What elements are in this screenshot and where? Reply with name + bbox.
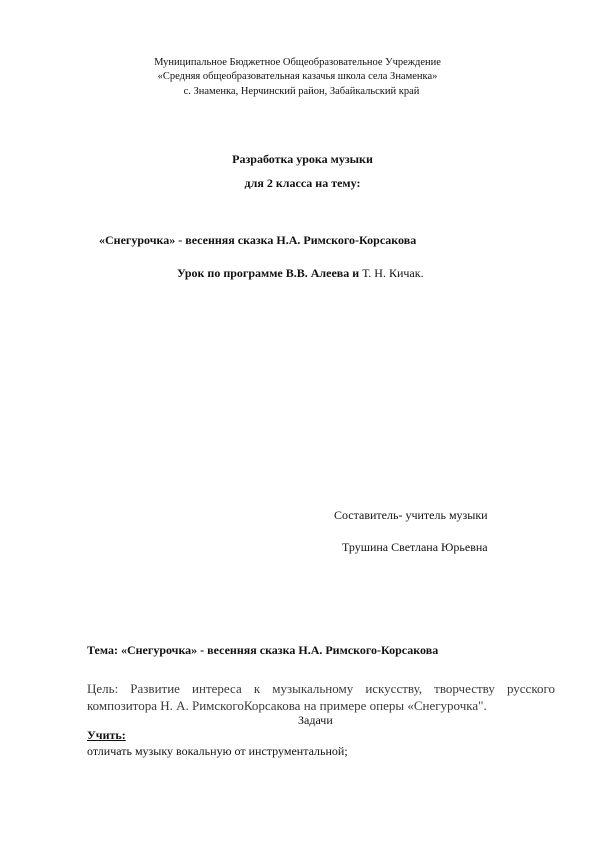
document-subtitle: для 2 класса на тему: [244,176,361,190]
lesson-topic: «Снегурочка» - весенняя сказка Н.А. Римского-Корсакова [99,233,417,247]
program-label: Урок по программе В.В. Алеева и [177,266,363,280]
program-author: Т. Н. Кичак. [362,266,424,280]
author-name: Трушина Светлана Юрьевна [342,540,488,554]
theme-line: Тема: «Снегурочка» - весенняя сказка Н.А. Римского-Корсакова [87,643,439,657]
document-title: Разработка урока музыки [232,152,373,166]
school-address-line: с. Знаменка, Нерчинский район, Забайкальский край [183,86,420,97]
goal-paragraph: Цель: Развитие интереса к музыкальному искусству, творчеству русского композитора Н. А. РимскогоКорсакова на примере оперы «Снегурочка". [87,681,555,713]
school-full-name-line: «Средняя общеобразовательная казачья школа села Знаменка» [157,71,438,82]
tasks-heading: Задачи [298,713,333,727]
author-role: Составитель- учитель музыки [334,508,488,522]
school-name-line: Муниципальное Бюджетное Общеобразовательное Учреждение [154,57,441,68]
program-line [177,266,424,281]
teach-heading: Учить: [87,728,126,742]
task-item: отличать музыку вокальную от инструментальной; [87,744,348,758]
